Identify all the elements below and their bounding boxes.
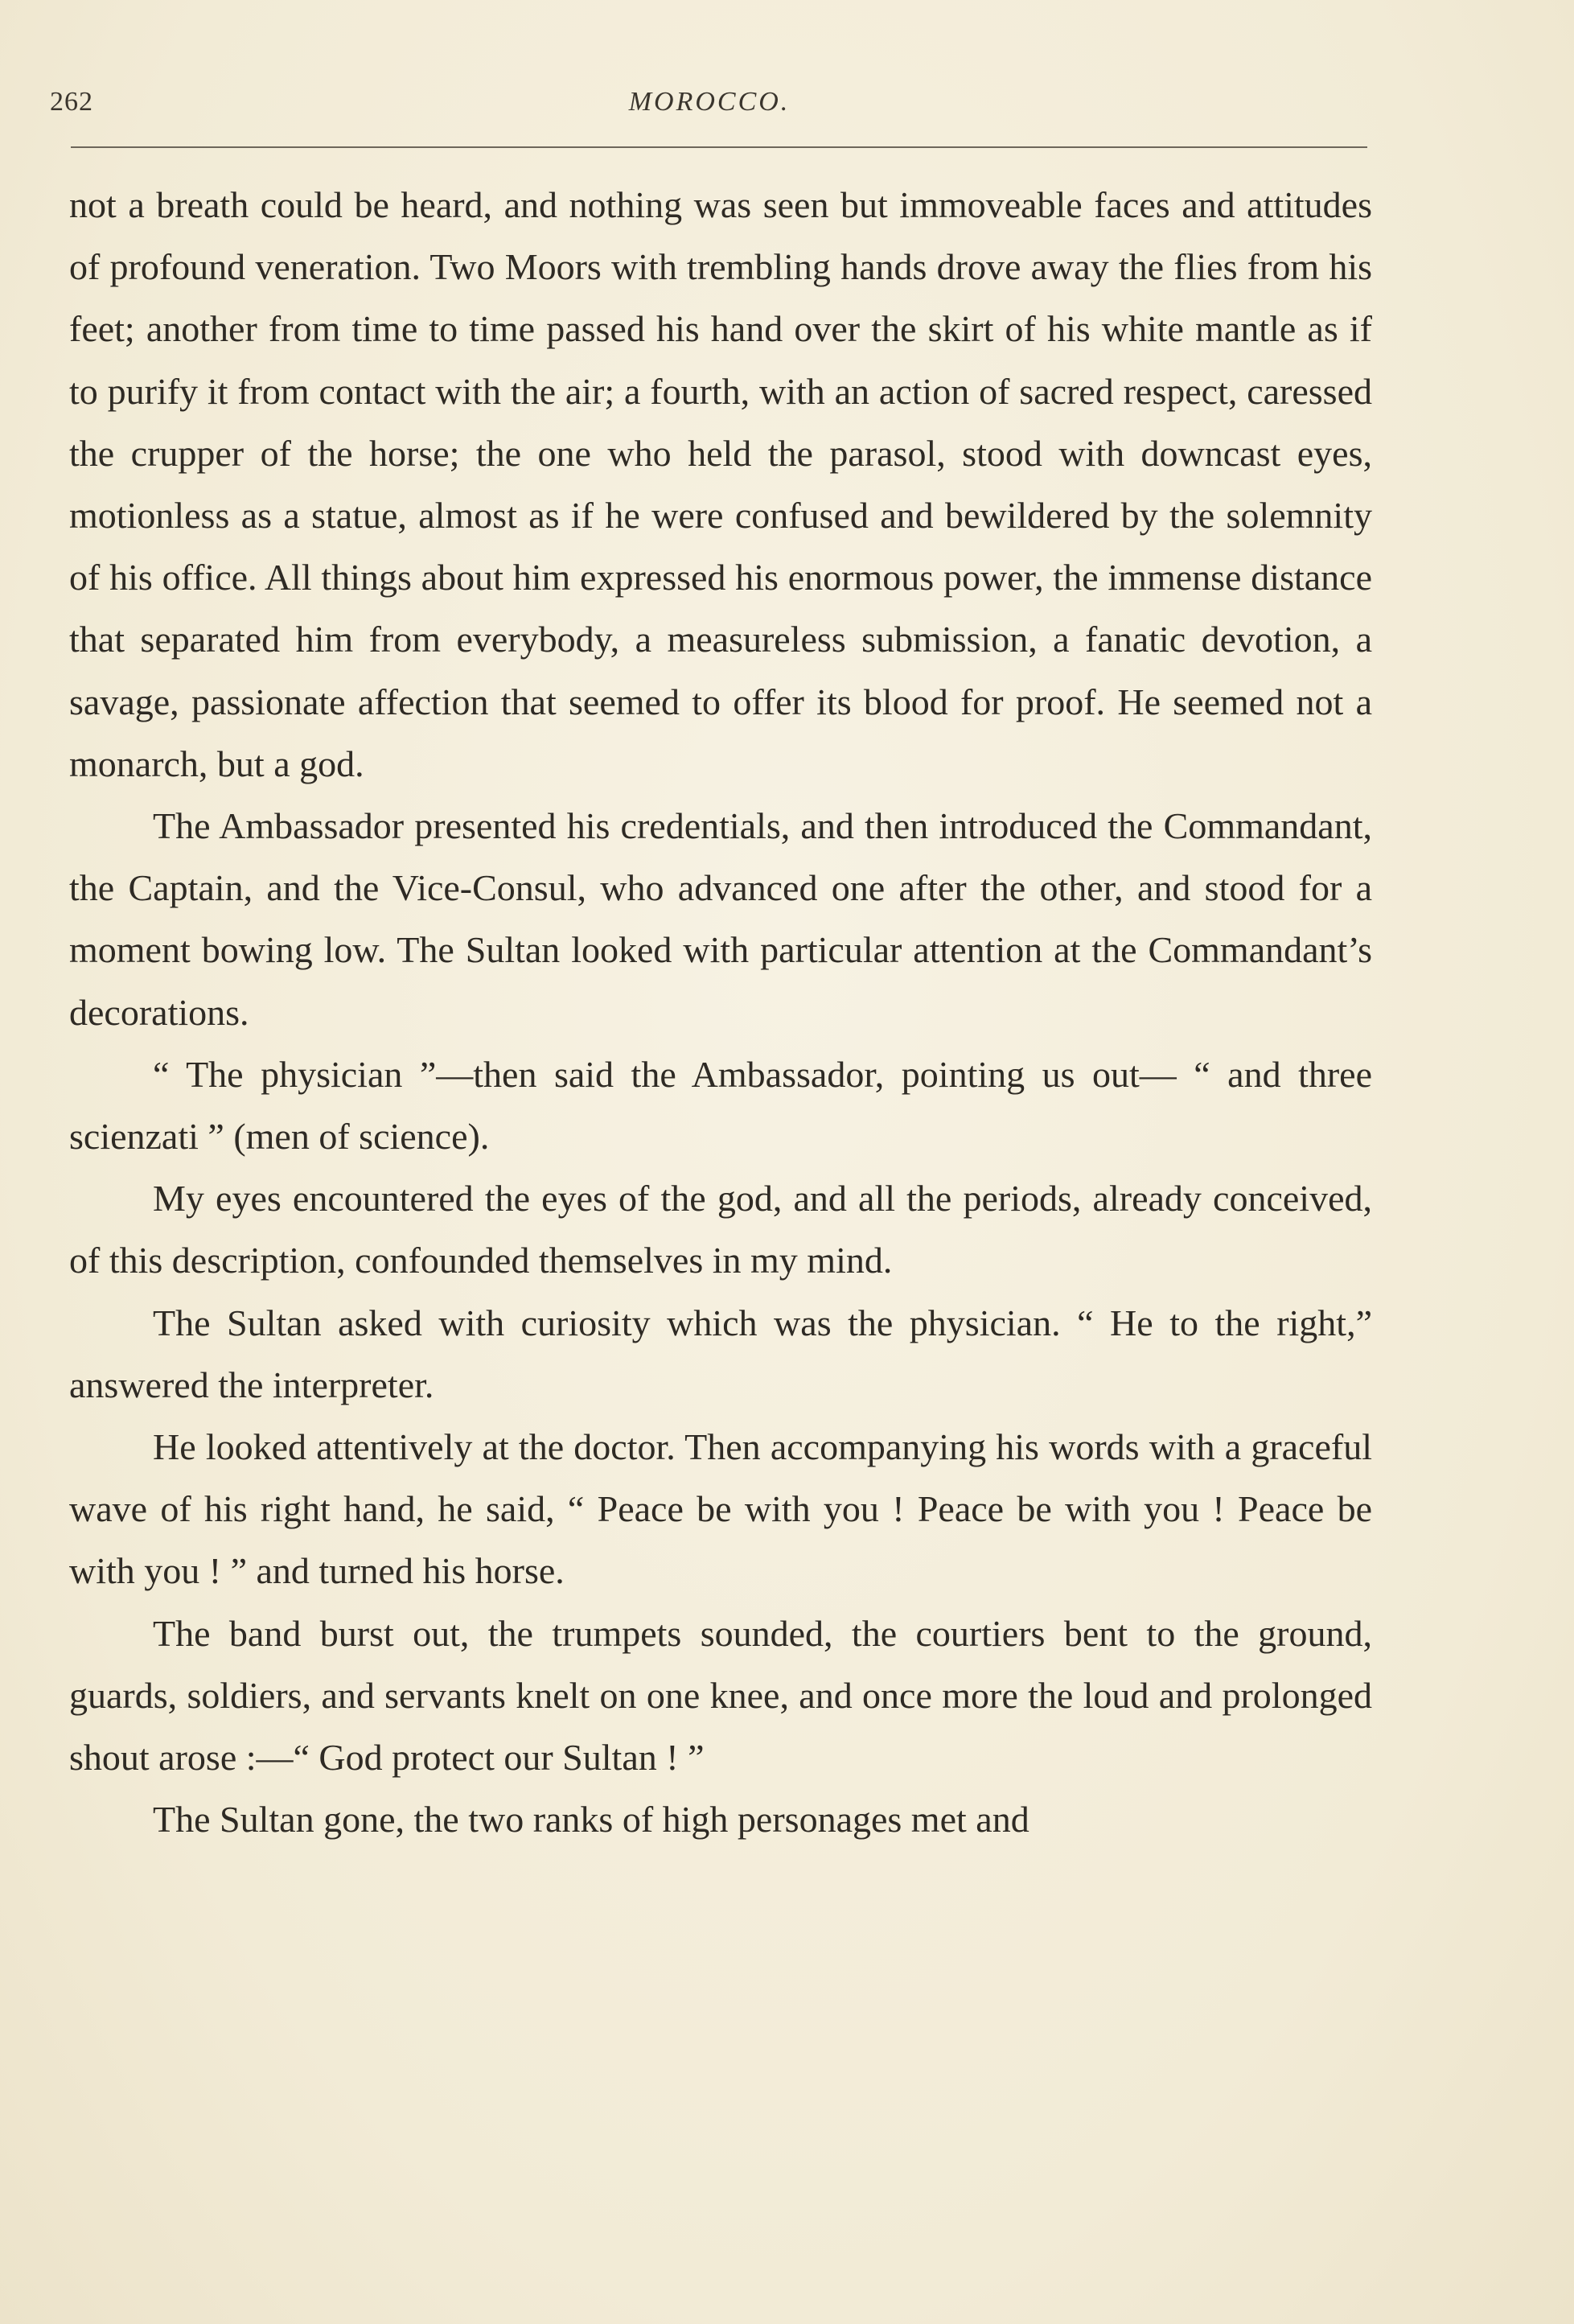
paragraph: The Ambassador presented his credentials, and then introduced the Commandant, the Captain, and the Vice-Consul, who advanced one after the other, and stood for a moment bowing low. The Sultan looked with particular attention at the Commandant’s decorations. [69, 805, 1372, 1033]
paragraph-continued: not a breath could be heard, and nothing was seen but immoveable faces and attitudes of profound veneration. Two Moors with trembling hands drove away the flies from his feet; another from time to time passed his hand over the skirt of his white mantle as if to purify it from contact with the air; a fourth, with an action of sacred respect, caressed the crupper of the horse; the one who held the parasol, stood with downcast eyes, motionless as a statue, almost as if he were confused and bewildered by the solemnity of his office. All things about him expressed his enormous power, the immense distance that separated him from everybody, a measureless submission, a fanatic devotion, a savage, passionate affection that seemed to offer its blood for proof. He seemed not a monarch, but a god. [69, 184, 1372, 784]
paragraph: He looked attentively at the doctor. Then accompanying his words with a graceful wave of his right hand, he said, “ Peace be with you ! Peace be with you ! Peace be with you ! ” and turned his horse. [69, 1426, 1372, 1592]
paragraph: My eyes encountered the eyes of the god, and all the periods, already conceived, of this description, confounded themselves in my mind. [69, 1178, 1372, 1281]
paragraph: The Sultan gone, the two ranks of high personages met and [153, 1799, 1029, 1841]
page-number: 262 [50, 87, 93, 117]
header-rule [71, 146, 1367, 148]
running-title: MOROCCO. [628, 87, 791, 117]
paragraph: The band burst out, the trumpets sounded, the courtiers bent to the ground, guards, soldiers, and servants knelt on one knee, and once more the loud and prolonged shout arose :—“ God protect our Sultan ! ” [69, 1612, 1372, 1779]
page-header [50, 87, 1369, 127]
paragraph: The Sultan asked with curiosity which was the physician. “ He to the right,” answered the interpreter. [69, 1302, 1372, 1405]
paragraph: “ The physician ”—then said the Ambassador, pointing us out— “ and three scienzati ” (men of science). [69, 1053, 1372, 1158]
body-text [69, 174, 1372, 1850]
